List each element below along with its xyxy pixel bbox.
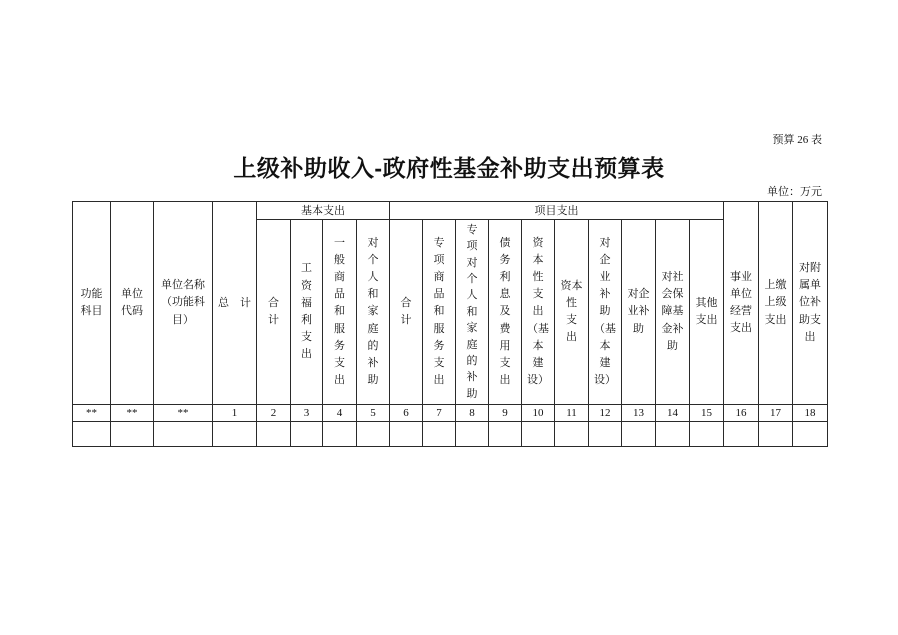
- page-title: 上级补助收入-政府性基金补助支出预算表: [233, 155, 665, 181]
- empty-cell: [522, 422, 555, 447]
- empty-cell: [555, 422, 589, 447]
- header-functional-subject: 功能 科目: [73, 202, 111, 405]
- empty-cell: [423, 422, 456, 447]
- empty-cell: [357, 422, 390, 447]
- header-unit-name: 单位名称 （功能科 目）: [154, 202, 213, 405]
- index-cell: 4: [323, 405, 357, 422]
- empty-cell: [390, 422, 423, 447]
- group-header-basic: 基本支出: [257, 202, 390, 220]
- header-other-expenditure: 其他 支出: [690, 220, 724, 405]
- index-cell: 18: [793, 405, 828, 422]
- header-social-security-fund-subsidy: 对社 会保 障基 金补 助: [656, 220, 690, 405]
- empty-cell: [489, 422, 522, 447]
- index-row: [73, 405, 828, 422]
- header-capital-expenditure: 资本 性 支 出: [555, 220, 589, 405]
- index-cell: 17: [759, 405, 793, 422]
- empty-cell: [257, 422, 291, 447]
- form-number: 预算 26 表: [772, 134, 822, 146]
- unit-label: 单位：万元: [767, 186, 822, 198]
- header-special-household-subsidy: 专 项 对 个 人 和 家 庭 的 补 助: [456, 220, 489, 405]
- empty-cell: [323, 422, 357, 447]
- group-header-project: 项目支出: [390, 202, 724, 220]
- group-header-row: [73, 202, 828, 220]
- header-household-subsidy: 对 个 人 和 家 庭 的 补 助: [357, 220, 390, 405]
- empty-cell: [111, 422, 154, 447]
- index-cell: 5: [357, 405, 390, 422]
- header-business-operation-expenditure: 事业 单位 经营 支出: [724, 202, 759, 405]
- header-remit-to-superior: 上缴 上级 支出: [759, 202, 793, 405]
- header-enterprise-subsidy-construction: 对 企 业 补 助 （基 本 建 设）: [589, 220, 622, 405]
- index-cell: 8: [456, 405, 489, 422]
- index-cell: 10: [522, 405, 555, 422]
- index-cell: 2: [257, 405, 291, 422]
- empty-cell: [759, 422, 793, 447]
- empty-cell: [724, 422, 759, 447]
- index-cell: 13: [622, 405, 656, 422]
- empty-cell: [690, 422, 724, 447]
- index-cell: 6: [390, 405, 423, 422]
- header-salary-welfare: 工 资 福 利 支 出: [291, 220, 323, 405]
- empty-cell: [73, 422, 111, 447]
- index-cell: **: [111, 405, 154, 422]
- empty-cell: [154, 422, 213, 447]
- empty-cell: [213, 422, 257, 447]
- index-cell: 7: [423, 405, 456, 422]
- index-cell: 16: [724, 405, 759, 422]
- index-cell: 12: [589, 405, 622, 422]
- header-project-subtotal: 合 计: [390, 220, 423, 405]
- index-cell: 11: [555, 405, 589, 422]
- header-goods-services: 一 般 商 品 和 服 务 支 出: [323, 220, 357, 405]
- header-enterprise-subsidy: 对企 业补 助: [622, 220, 656, 405]
- empty-cell: [589, 422, 622, 447]
- index-cell: 15: [690, 405, 724, 422]
- index-cell: 14: [656, 405, 690, 422]
- budget-table: [72, 201, 828, 447]
- header-debt-interest: 债 务 利 息 及 费 用 支 出: [489, 220, 522, 405]
- header-special-goods-services: 专 项 商 品 和 服 务 支 出: [423, 220, 456, 405]
- header-total: 总 计: [213, 202, 257, 405]
- index-cell: **: [154, 405, 213, 422]
- header-subsidiary-unit-subsidy: 对附 属单 位补 助支 出: [793, 202, 828, 405]
- index-cell: **: [73, 405, 111, 422]
- empty-cell: [656, 422, 690, 447]
- index-cell: 3: [291, 405, 323, 422]
- index-cell: 1: [213, 405, 257, 422]
- empty-cell: [456, 422, 489, 447]
- data-row: [73, 422, 828, 447]
- header-basic-subtotal: 合 计: [257, 220, 291, 405]
- empty-cell: [291, 422, 323, 447]
- index-cell: 9: [489, 405, 522, 422]
- empty-cell: [793, 422, 828, 447]
- header-capital-construction: 资 本 性 支 出 （基 本 建 设）: [522, 220, 555, 405]
- header-unit-code: 单位 代码: [111, 202, 154, 405]
- empty-cell: [622, 422, 656, 447]
